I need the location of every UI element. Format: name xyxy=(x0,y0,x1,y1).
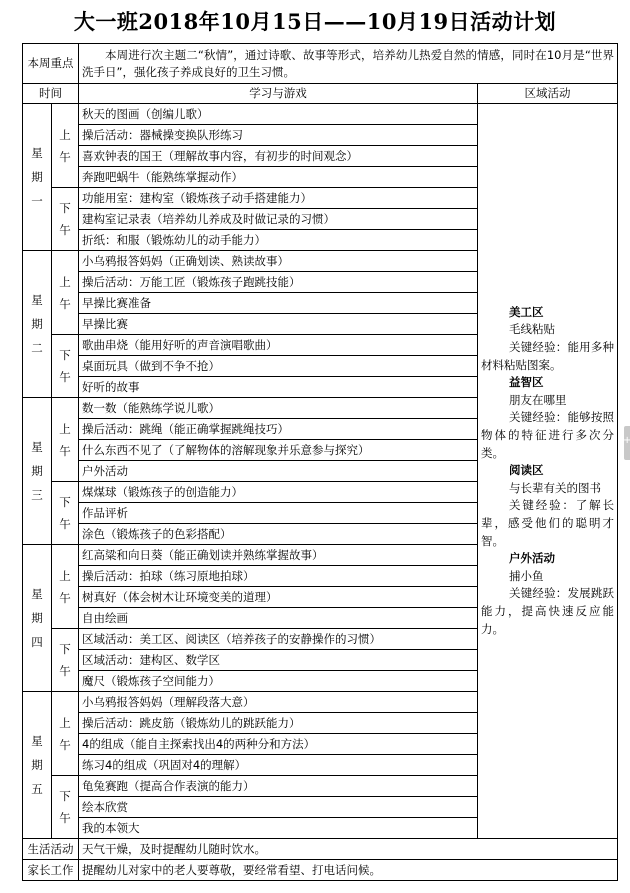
zone-title: 美工区 xyxy=(509,304,544,319)
activity-item: 涂色（锻炼孩子的色彩搭配） xyxy=(79,524,478,545)
activity-item: 操后活动：跳绳（能正确掌握跳绳技巧） xyxy=(79,419,478,440)
zone-key-experience: 关键经验：发展跳跃能力，提高快速反应能力。 xyxy=(481,586,615,636)
side-expand-tab[interactable] xyxy=(624,426,630,460)
header-row xyxy=(23,84,618,104)
activity-item: 我的本领大 xyxy=(79,818,478,839)
zone-item: 与长辈有关的图书 xyxy=(509,480,601,495)
zone-key-experience: 关键经验：能用多种材料粘贴图案。 xyxy=(481,340,615,372)
focus-label: 本周重点 xyxy=(23,44,79,84)
activity-item: 龟兔赛跑（提高合作表演的能力） xyxy=(79,776,478,797)
activity-item: 歌曲串烧（能用好听的声音演唱歌曲） xyxy=(79,335,478,356)
activity-item: 小乌鸦报答妈妈（正确划读、熟读故事） xyxy=(79,251,478,272)
zone-item: 毛线粘贴 xyxy=(509,322,555,337)
zone-title: 阅读区 xyxy=(509,463,544,478)
afternoon-label: 下午 xyxy=(52,776,79,839)
day-label: 星期一 xyxy=(23,104,52,251)
zone-item: 朋友在哪里 xyxy=(509,392,567,407)
focus-row xyxy=(23,44,618,84)
day-label: 星期二 xyxy=(23,251,52,398)
activity-item: 练习4的组成（巩固对4的理解） xyxy=(79,755,478,776)
activity-item: 户外活动 xyxy=(79,461,478,482)
activity-item: 操后活动：器械操变换队形练习 xyxy=(79,125,478,146)
activity-item: 折纸：和服（锻炼幼儿的动手能力） xyxy=(79,230,478,251)
activity-item: 区域活动：美工区、阅读区（培养孩子的安静操作的习惯） xyxy=(79,629,478,650)
activity-item: 4的组成（能自主探索找出4的两种分和方法） xyxy=(79,734,478,755)
activity-item: 小乌鸦报答妈妈（理解段落大意） xyxy=(79,692,478,713)
afternoon-label: 下午 xyxy=(52,188,79,251)
activity-plan-table xyxy=(22,43,618,881)
life-activity-label: 生活活动 xyxy=(23,839,79,860)
day-label: 星期三 xyxy=(23,398,52,545)
afternoon-label: 下午 xyxy=(52,335,79,398)
life-activity-text: 天气干燥，及时提醒幼儿随时饮水。 xyxy=(79,839,618,860)
activity-item: 红高粱和向日葵（能正确划读并熟练掌握故事） xyxy=(79,545,478,566)
activity-item: 功能用室：建构室（锻炼孩子动手搭建能力） xyxy=(79,188,478,209)
zone-key-experience: 关键经验：能够按照物体的特征进行多次分类。 xyxy=(481,410,615,460)
zone-title: 户外活动 xyxy=(509,551,555,566)
activity-item: 好听的故事 xyxy=(79,377,478,398)
life-activity-row xyxy=(23,839,618,860)
activity-item: 数一数（能熟练学说儿歌） xyxy=(79,398,478,419)
activity-item: 奔跑吧蜗牛（能熟练掌握动作） xyxy=(79,167,478,188)
zone-key-experience: 关键经验：了解长辈，感受他们的聪明才智。 xyxy=(481,498,615,548)
zone-header: 区域活动 xyxy=(478,84,618,104)
activity-header: 学习与游戏 xyxy=(79,84,478,104)
parent-work-label: 家长工作 xyxy=(23,860,79,881)
activity-item: 树真好（体会树木让环境变美的道理） xyxy=(79,587,478,608)
activity-item: 煤煤球（锻炼孩子的创造能力） xyxy=(79,482,478,503)
zone-item: 捕小鱼 xyxy=(509,568,544,583)
morning-label: 上午 xyxy=(52,545,79,629)
morning-label: 上午 xyxy=(52,398,79,482)
activity-item: 操后活动：跳皮筋（锻炼幼儿的跳跃能力） xyxy=(79,713,478,734)
zone-activities xyxy=(478,104,618,839)
day-label: 星期四 xyxy=(23,545,52,692)
activity-item: 自由绘画 xyxy=(79,608,478,629)
activity-item: 桌面玩具（做到不争不抢） xyxy=(79,356,478,377)
zone-title: 益智区 xyxy=(509,375,544,390)
page-title: 大一班2018年10月15日——10月19日活动计划 xyxy=(73,9,557,34)
day-label: 星期五 xyxy=(23,692,52,839)
activity-item: 绘本欣赏 xyxy=(79,797,478,818)
activity-row xyxy=(23,104,618,125)
activity-item: 早操比赛准备 xyxy=(79,293,478,314)
activity-item: 操后活动：拍球（练习原地拍球） xyxy=(79,566,478,587)
activity-item: 区域活动：建构区、数学区 xyxy=(79,650,478,671)
activity-item: 建构室记录表（培养幼儿养成及时做记录的习惯） xyxy=(79,209,478,230)
afternoon-label: 下午 xyxy=(52,629,79,692)
parent-work-row xyxy=(23,860,618,881)
activity-item: 秋天的图画（创编儿歌） xyxy=(79,104,478,125)
time-header: 时间 xyxy=(23,84,79,104)
activity-item: 早操比赛 xyxy=(79,314,478,335)
morning-label: 上午 xyxy=(52,251,79,335)
parent-work-text: 提醒幼儿对家中的老人要尊敬，要经常看望、打电话问候。 xyxy=(79,860,618,881)
activity-item: 魔尺（锻炼孩子空间能力） xyxy=(79,671,478,692)
morning-label: 上午 xyxy=(52,104,79,188)
activity-item: 作品评析 xyxy=(79,503,478,524)
focus-text: 本周进行次主题二“秋情”，通过诗歌、故事等形式，培养幼儿热爱自然的情感，同时在10月是“世界洗手日”，强化孩子养成良好的卫生习惯。 xyxy=(79,44,618,84)
activity-item: 操后活动：万能工匠（锻炼孩子跑跳技能） xyxy=(79,272,478,293)
morning-label: 上午 xyxy=(52,692,79,776)
activity-item: 什么东西不见了（了解物体的溶解现象并乐意参与探究） xyxy=(79,440,478,461)
afternoon-label: 下午 xyxy=(52,482,79,545)
activity-item: 喜欢钟表的国王（理解故事内容，有初步的时间观念） xyxy=(79,146,478,167)
